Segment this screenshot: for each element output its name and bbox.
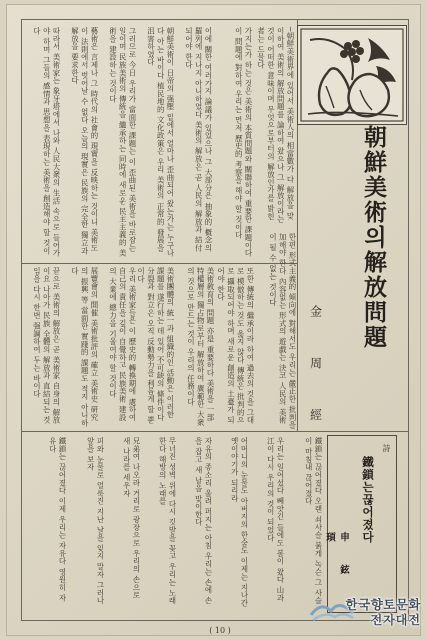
- article-author: 金 周 經: [308, 305, 323, 439]
- poem-column: 兄弟여 나오라 거리로 광장으로 우리의 손으로 새 나라를 세우자: [122, 437, 141, 599]
- article-column: 藝術은 言제나 그 時代의 社會的 現實을 反映하는 것이니 美術도 이 法則에서 벗어날 수 없다 오늘의 現實은 民族의 完全한 獨立과 解放을 要求한다: [70, 27, 99, 255]
- article-column: 따라서 美術家는 象牙塔에서 나와 人民大衆의 生活 속으로 들어가야 하며 그들의 感情과 思想을 表現하는 美術을 創造해야 할 것이다: [32, 27, 61, 257]
- article-column: 한편 形式主義的 傾向에 對해서도 우리는 嚴正한 批判을 加해야 한다 內容없는 形式의 遊戱는 決코 人民의 美術이 될 수 없는 것이다: [268, 233, 297, 429]
- article-column: 展覽會의 開催 美術批評의 確立 美術史 硏究의 振興 等 當面한 實踐的 課題도 적지 아니하다: [70, 267, 99, 427]
- poem-column: 鐵鎖는 끊어졌다 이제 우리는 자유다 영원히 자유다: [48, 437, 67, 602]
- article-column: 이에 關한 여러가지 論議가 있었으나 그 大部分은 抽象的 概念의 羅列에 지나지 아니하였다 美術의 解放은 곧 人民의 解放과 結付되어야 한다: [184, 27, 213, 252]
- article-column: 그러므로 今日 우리가 當面한 課題는 이 歪曲된 美術을 바로잡는 일이며 民族美術의 傳統을 繼承하는 同時에 새로운 民主主義的 美術을 建設하는 것이다: [108, 27, 137, 257]
- section-divider: [21, 263, 297, 264]
- fruit-still-life-icon: [298, 26, 406, 124]
- article-title: 朝鮮美術의解放問題: [360, 125, 387, 350]
- article-column: 또한 傳統의 繼承이라 하여 過去의 것을 그대로 模倣하는 것도 옳지 않다 傳統은 批判的으로 攝取되어야 하며 새로운 創造의 土臺가 되어야 한다: [216, 267, 255, 424]
- section-divider: [21, 431, 409, 432]
- article-column: 朝鮮美術이 日帝의 强壓 밑에서 얼마나 歪曲되어 왔는가는 누구나 다 아는 바이다 植民地的 文化政策은 우리 美術의 正常的 發展을 沮害하였다: [146, 27, 175, 257]
- poem-column: 鐵鎖는 끊어졌다 오랜 쇠사슬 붉게 녹슨 그 사슬이 마침내 끊어졌다: [304, 437, 323, 605]
- article-column: 美術敎育의 問題 亦是 重要하다 美術을 一部 特權層의 獨占物로부터 解放하여 廣範한 大衆의 것으로 만드는 것이 우리의 任務이다: [186, 267, 215, 427]
- page-number: ( 10 ): [209, 626, 231, 635]
- magazine-page: [6, 4, 421, 636]
- article-column: 우리 美術家들은 이 歷史的 轉換期에 處하여 自己의 責任을 깊이 自覺하고 民族美術 建設의 大業에 總力을 기울여야 할 것이다: [108, 267, 137, 422]
- watermark-text: 한국향토문화: [345, 597, 421, 612]
- article-column: 가지는가 하는 것은 美術의 本質問題와 關聯하여 重要한 課題이다 이 問題에 對하여 우리는 먼저 歷史的 考察을 해야 할 것이다: [234, 27, 253, 257]
- poem-column: 무너진 성벽 위에 다시 깃발을 꽂고 우리는 노래한다 해방의 노래를: [158, 437, 177, 605]
- poem-genre-label: 詩: [382, 444, 391, 458]
- article-intro-text: ─朝鮮美術界에 있어서 美術人의 相當數가 다 解放을 맞이하여 美術의 解放問題를 論하여 왔으나 그 解放이라는 것이 어떠한 意味이며 무엇으로부터의 解放인가를 밝힌 者는 드물다: [256, 27, 295, 223]
- fruit-illustration: [297, 25, 407, 125]
- watermark-text: 전자대전: [370, 613, 421, 627]
- article-column: 美術團體의 統一과 組織的인 活動은 이러한 課題를 遂行하는 데 있어 不可缺의 條件이다 分裂과 對立은 오직 反動勢力을 利롭게 할 뿐이다: [136, 267, 175, 424]
- poem-author: 申 鉉 頊: [324, 532, 349, 585]
- poem-column: 우리는 일어섰다 빼앗긴 들에도 봄이 왔다 山과 江이 다시 우리의 것이 되었다: [266, 437, 285, 602]
- poem-column: 어머니의 눈물도 아버지의 한숨도 이제는 지나간 옛이야기가 되리라: [230, 437, 249, 607]
- archive-watermark: [307, 589, 425, 629]
- poem-column: 자유의 종소리 울려 퍼지는 아침 우리는 손에 손을 잡고 새 날을 맞이한다: [194, 437, 213, 605]
- article-column: 끝으로 美術의 解放은 곧 美術家 自身의 解放이요 나아가 民族 全體의 解放과 直結되는 것임을 다시 한번 强調하여 두는 바이다: [32, 267, 61, 424]
- poem-title-box: [324, 435, 397, 613]
- poem-title: 鐵鎖는끊어졌다: [361, 456, 375, 544]
- poem-column: 피와 눈물로 얼룩진 지난 날을 잊지 말자 그러나 앞을 보자: [86, 437, 105, 605]
